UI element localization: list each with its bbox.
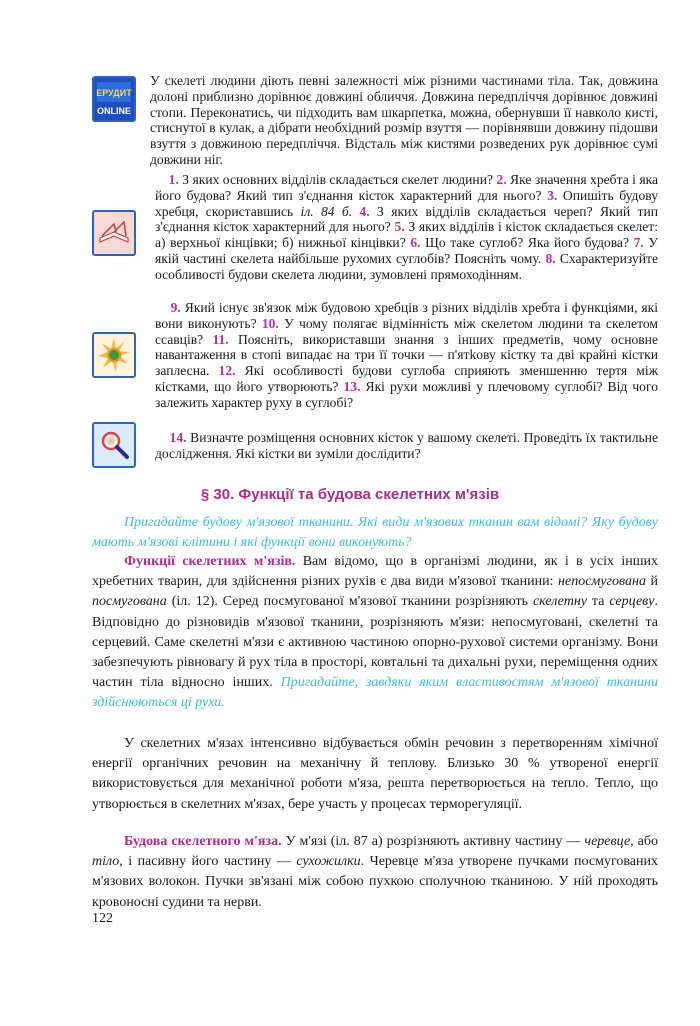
creative-burst-icon bbox=[92, 332, 136, 378]
questions-group-2: 9. Який існує зв'язок між будовою хребців з різних відділів хребта і функціями, які вони виконують? 10. У чому полягає відмінність між скелетом людини та скелетом ссавців? 11. Поясніть, використавши знання з інших предметів, чому основне навантаження в стопі випадає на три її точки — п'ятkову кістку та дві крайні кістки заплесна. 12. Які особливості будови суглоба сприяють зменшенню тертя між кістками, що його утворюють? 13. Які рухи можливі у плечовому суглобі? Від чого залежить характер руху в суглобі? bbox=[155, 300, 659, 410]
functions-recall: Пригадайте, завдяки яким властивостям м'язової тканини здійснюються ці рухи. bbox=[92, 675, 658, 711]
recall-intro: Пригадайте будову м'язової тканини. Які види м'язових тканин вам відомі? Яку будову мають м'язові клітини і які функції вони виконують? bbox=[92, 515, 658, 551]
page-number: 122 bbox=[92, 911, 113, 926]
online-text: У скелеті людини діють певні залежності між різними частинами тіла. Так, довжина долоні приблизно дорівнює довжині обличчя. Довжина передпліччя дорівнює довжині стопи. Переконатись, чи підходить вам шкарпетка, можна, обернувши її навколо кисті, стиснутої в кулак, а дібрати необхідний розмір взуття — порівнявши довжину підошви взуття з довжиною передпліччя. Відсталь між кистями розведених рук дорівнює сумі довжини ніг. bbox=[150, 73, 658, 167]
structure-paragraph: Будова скелетного м'яза. У м'язі (іл. 87 а) розрізняють активну частину — черевце, або тіло, і пасивну його частину — сухожилки. Черевце м'яза утворене пучками посмугованих м'язових волокон. Пучки зв'язані між собою пухкою сполучною тканиною. У ній проходять кровоносні судини та нерви. bbox=[92, 834, 658, 910]
question-14: 14. Визначте розміщення основних кісток у вашому скелеті. Проведіть їх тактильне дослідження. Які кістки ви зуміли дослідити? bbox=[155, 430, 658, 461]
magnifier-icon bbox=[92, 422, 136, 468]
section-title: § 30. Функції та будова скелетних м'язів bbox=[200, 486, 500, 503]
online-logo-icon bbox=[92, 76, 136, 122]
logo-text-top: ЕРУДИТ bbox=[96, 88, 132, 98]
energy-paragraph: У скелетних м'язах інтенсивно відбувається обмін речовин з перетворенням хімічної енергії органічних речовин на механічну й теплову. Близько 30 % утвореної енергії використовується для механічної роботи м'яза, решта перетворюється на тепло. Тепло, що утворюється в скелетних м'язах, бере участь у процесах терморегуляції. bbox=[92, 736, 658, 812]
book-icon bbox=[92, 210, 136, 256]
structure-heading: Будова скелетного м'яза. bbox=[124, 834, 282, 849]
functions-heading: Функції скелетних м'язів. bbox=[124, 554, 296, 569]
functions-paragraph: Функції скелетних м'язів. Вам відомо, що в організмі людини, як і в усіх інших хребетних тварин, для здійснення різних рухів є два види м'язової тканини: непосмугована й посмугована (іл. 12). Серед посмугованої м'язової тканини розрізняють скелетну та серцеву. Відповідно до різновидів м'язової тканини, розрізняють м'язи: непосмуговані, скелетні та серцевий. Саме скелетні м'язи є активною частиною опорно-рухової системи організму. Вони забезпечують рівновагу й рух тіла в просторі, ковтальні та дихальні рухи, переміщення одних частин тіла відносно інших. Пригадайте, завдяки яким властивостям м'язової тканини здійснюються ці рухи. bbox=[92, 554, 658, 711]
questions-group-1: 1. З яких основних відділів складається скелет людини? 2. Яке значення хребта і яка його будова? Який тип з'єднання кісток характерний для нього? 3. Опишіть будову хребця, скориставшись іл. 84 б. 4. З яких відділів складається череп? Який тип з'єднання кісток характерний для нього? 5. З яких відділів і кісток складається скелет: а) верхньої кінцівки; б) нижньої кінцівки? 6. Що таке суглоб? Яка його будова? 7. У якій частині скелета найбільше рухомих суглобів? Поясніть чому. 8. Схарактеризуйте особливості будови скелета людини, зумовлені прямоходінням. bbox=[155, 172, 659, 282]
logo-text-bottom: ONLINE bbox=[96, 106, 132, 116]
